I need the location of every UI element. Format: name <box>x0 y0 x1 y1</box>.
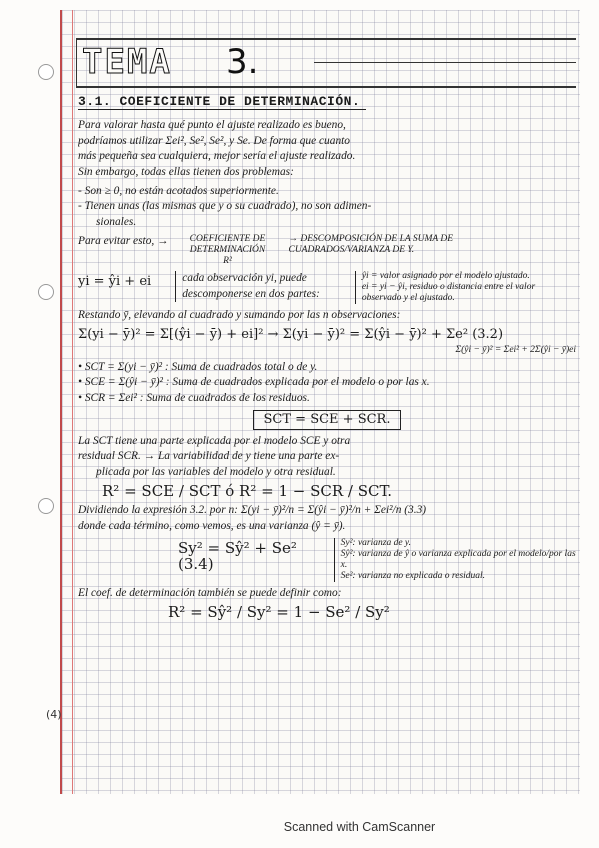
margin-line <box>72 10 73 794</box>
problem-item: - Tienen unas (las mismas que y o su cuadrado), no son adimen- <box>78 200 372 213</box>
r2-label: R² <box>223 256 232 267</box>
punch-hole <box>38 284 54 300</box>
final-equation: R² = Sŷ² / Sy² = 1 − Se² / Sy² <box>168 602 390 621</box>
note-se: Se²: varianza no explicada o residual. <box>340 571 486 582</box>
definition-sct: • SCT = Σ(yi − ȳ)² : Suma de cuadrados total o de y. <box>78 361 318 374</box>
punch-hole <box>38 64 54 80</box>
r2-equation: R² = SCE / SCT ó R² = 1 − SCR / SCT. <box>102 481 393 500</box>
variance-equation: Sy² = Sŷ² + Se² (3.4) <box>178 539 297 573</box>
equation-3-2-aux: Σ(ŷi − ȳ)² = Σei² + 2Σ(ŷi − ȳ)ei <box>455 345 576 356</box>
note-residual: ei = yi − ŷi, residuo o distancia entre el valor observado y el ajustado. <box>361 282 536 304</box>
text-line: Para valorar hasta qué punto el ajuste realizado es bueno, <box>78 119 346 132</box>
donde-text: donde cada término, como vemos, es una varianza (ŷ = ȳ). <box>78 519 346 532</box>
avoid-row <box>78 234 576 267</box>
definition-sce: • SCE = Σ(ŷi − ȳ)² : Suma de cuadrados explicada por el modelo o por las x. <box>78 376 430 389</box>
coef-label <box>172 234 282 267</box>
text-line: residual SCR. → La variabilidad de y tiene una parte ex- <box>78 450 340 463</box>
title-rule <box>314 62 576 63</box>
punch-hole <box>38 498 54 514</box>
text-line: plicada por las variables del modelo y otra residual. <box>96 465 336 478</box>
equation-3-2: Σ(yi − ȳ)² = Σ[(ŷi − ȳ) + ei]² → Σ(yi − ȳ)² = Σ(ŷi − ȳ)² + Σe² (3.2) <box>78 326 504 342</box>
title-number: 3. <box>226 42 259 82</box>
avoid-prefix: Para evitar esto, → <box>78 235 169 248</box>
definition-scr: • SCR = Σei² : Suma de cuadrados de los residuos. <box>78 391 310 404</box>
sct-paragraph <box>78 434 576 480</box>
title-tema: TEMA <box>82 42 172 82</box>
restando-text: Restando ȳ, elevando al cuadrado y sumando por las n observaciones: <box>78 309 401 322</box>
sct-equation-row <box>78 410 576 429</box>
definitions-list <box>78 360 576 406</box>
title-box <box>76 38 576 88</box>
text-line: Sin embargo, todas ellas tienen dos problemas: <box>78 165 294 178</box>
sct-equation: SCT = SCE + SCR. <box>253 410 402 429</box>
decomposition-row <box>78 271 576 304</box>
final-text: El coef. de determinación también se puede definir como: <box>78 587 342 600</box>
problem-item: - Son ≥ 0, no están acotados superiormente. <box>78 185 279 198</box>
title-divider <box>76 40 77 86</box>
note-sy: Sy²: varianza de y. <box>340 538 411 549</box>
note-syhat: Sŷ²: varianza de ŷ o varianza explicada por el modelo/por las x. <box>340 549 576 571</box>
decomposition-text: cada observación yi, puede descomponerse en dos partes: <box>175 271 349 302</box>
divide-expression: Dividiendo la expresión 3.2. por n: Σ(yi − ȳ)²/n = Σ(ŷi − ȳ)²/n + Σei²/n (3.3) <box>78 504 427 517</box>
descomposicion-text: → DESCOMPOSICIÓN DE LA SUMA DE CUADRADOS/VARIANZA DE Y. <box>288 234 454 256</box>
coef-text: COEFICIENTE DE DETERMINACIÓN <box>189 234 266 256</box>
variance-row <box>78 538 576 582</box>
scanner-watermark: Scanned with CamScanner <box>283 820 436 834</box>
variance-notes <box>334 538 576 582</box>
text-line: más pequeña sea cualquiera, mejor sería el ajuste realizado. <box>78 150 356 163</box>
page-side-number: (4) <box>46 708 62 721</box>
intro-paragraph <box>78 118 576 180</box>
notes-content <box>78 94 576 623</box>
problems-list <box>78 184 576 230</box>
text-line: podríamos utilizar Σei², Se², Se², y Se. De forma que cuanto <box>78 134 351 147</box>
decomposition-notes <box>355 271 576 304</box>
section-heading: 3.1. COEFICIENTE DE DETERMINACIÓN. <box>78 94 366 110</box>
note-yhat: ŷi = valor asignado por el modelo ajustado. <box>361 271 530 282</box>
decomposition-eq: yi = ŷi + ei <box>78 274 152 290</box>
problem-item: sionales. <box>96 215 137 228</box>
text-line: La SCT tiene una parte explicada por el modelo SCE y otra <box>78 434 351 447</box>
